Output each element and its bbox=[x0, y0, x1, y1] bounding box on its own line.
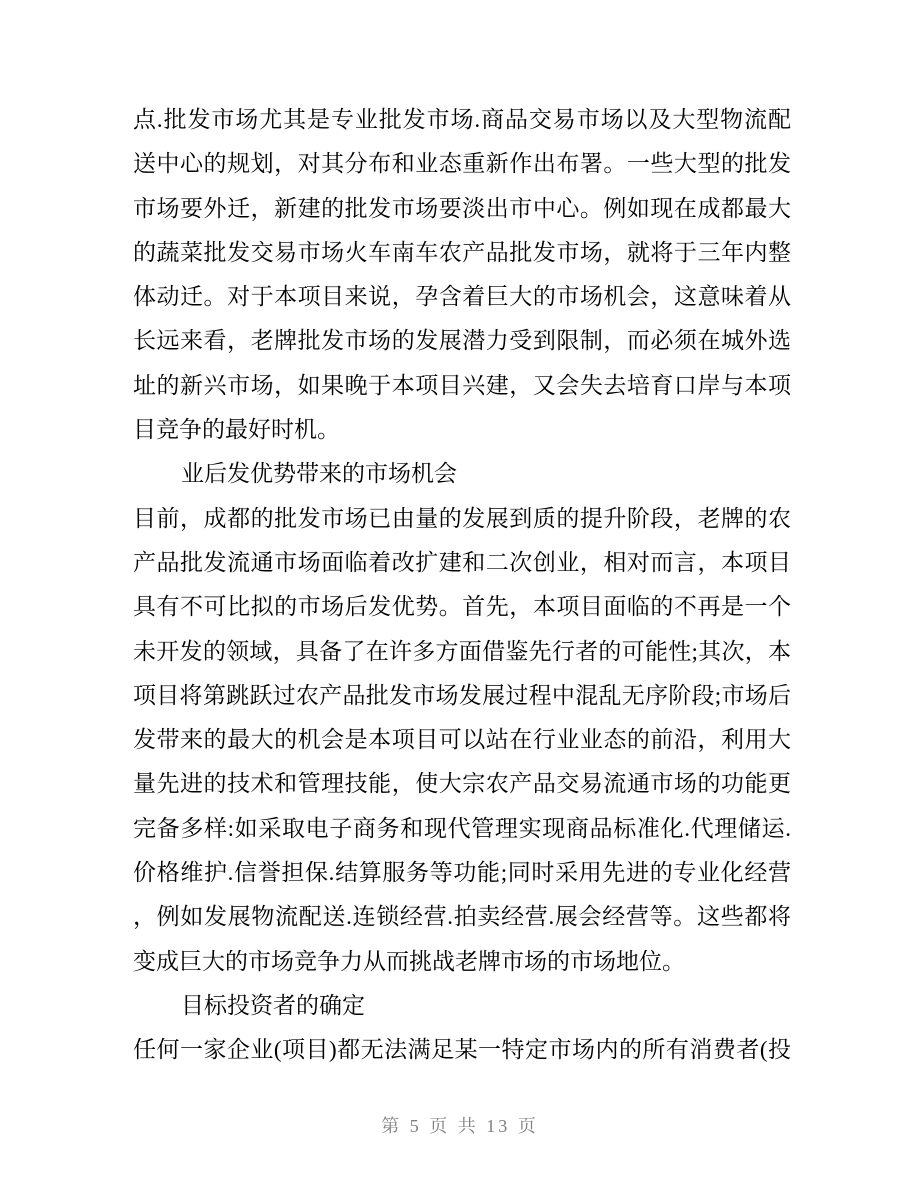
text-line: 完备多样:如采取电子商务和现代管理实现商品标准化.代理储运. bbox=[133, 815, 791, 841]
text-line: 目竞争的最好时机。 bbox=[133, 417, 340, 443]
text-line: 体动迁。对于本项目来说，孕含着巨大的市场机会，这意味着从 bbox=[133, 284, 791, 310]
text-line: 项目将第跳跃过农产品批发市场发展过程中混乱无序阶段;市场后 bbox=[133, 682, 791, 708]
text-line: 发带来的最大的机会是本项目可以站在行业业态的前沿，利用大 bbox=[133, 727, 791, 753]
text-line: 产品批发流通市场面临着改扩建和二次创业，相对而言，本项目 bbox=[133, 549, 791, 575]
document-body bbox=[133, 98, 791, 1073]
text-line: 市场要外迁，新建的批发市场要淡出市中心。例如现在成都最大 bbox=[133, 195, 791, 221]
text-line: 变成巨大的市场竞争力从而挑战老牌市场的市场地位。 bbox=[133, 948, 685, 974]
text-line: 目前，成都的批发市场已由量的发展到质的提升阶段，老牌的农 bbox=[133, 505, 791, 531]
text-line: 长远来看，老牌批发市场的发展潜力受到限制，而必须在城外选 bbox=[133, 328, 791, 354]
text-line: 送中心的规划，对其分布和业态重新作出布署。一些大型的批发 bbox=[133, 151, 791, 177]
page-number-footer: 第 5 页 共 13 页 bbox=[381, 1116, 539, 1136]
text-line: 的蔬菜批发交易市场火车南车农产品批发市场，就将于三年内整 bbox=[133, 239, 791, 265]
text-line: 未开发的领域，具备了在许多方面借鉴先行者的可能性;其次，本 bbox=[133, 638, 791, 664]
text-line: ，例如发展物流配送.连锁经营.拍卖经营.展会经营等。这些都将 bbox=[133, 904, 791, 930]
text-line: 量先进的技术和管理技能，使大宗农产品交易流通市场的功能更 bbox=[133, 771, 791, 797]
section-heading: 目标投资者的确定 bbox=[181, 992, 365, 1018]
section-heading: 业后发优势带来的市场机会 bbox=[181, 461, 457, 487]
text-line: 点.批发市场尤其是专业批发市场.商品交易市场以及大型物流配 bbox=[133, 107, 791, 132]
text-line: 址的新兴市场，如果晚于本项目兴建，又会失去培育口岸与本项 bbox=[133, 372, 791, 398]
text-line: 价格维护.信誉担保.结算服务等功能;同时采用先进的专业化经营 bbox=[133, 860, 791, 886]
text-line: 任何一家企业(项目)都无法满足某一特定市场内的所有消费者(投 bbox=[133, 1037, 791, 1063]
text-line: 具有不可比拟的市场后发优势。首先，本项目面临的不再是一个 bbox=[133, 594, 791, 620]
